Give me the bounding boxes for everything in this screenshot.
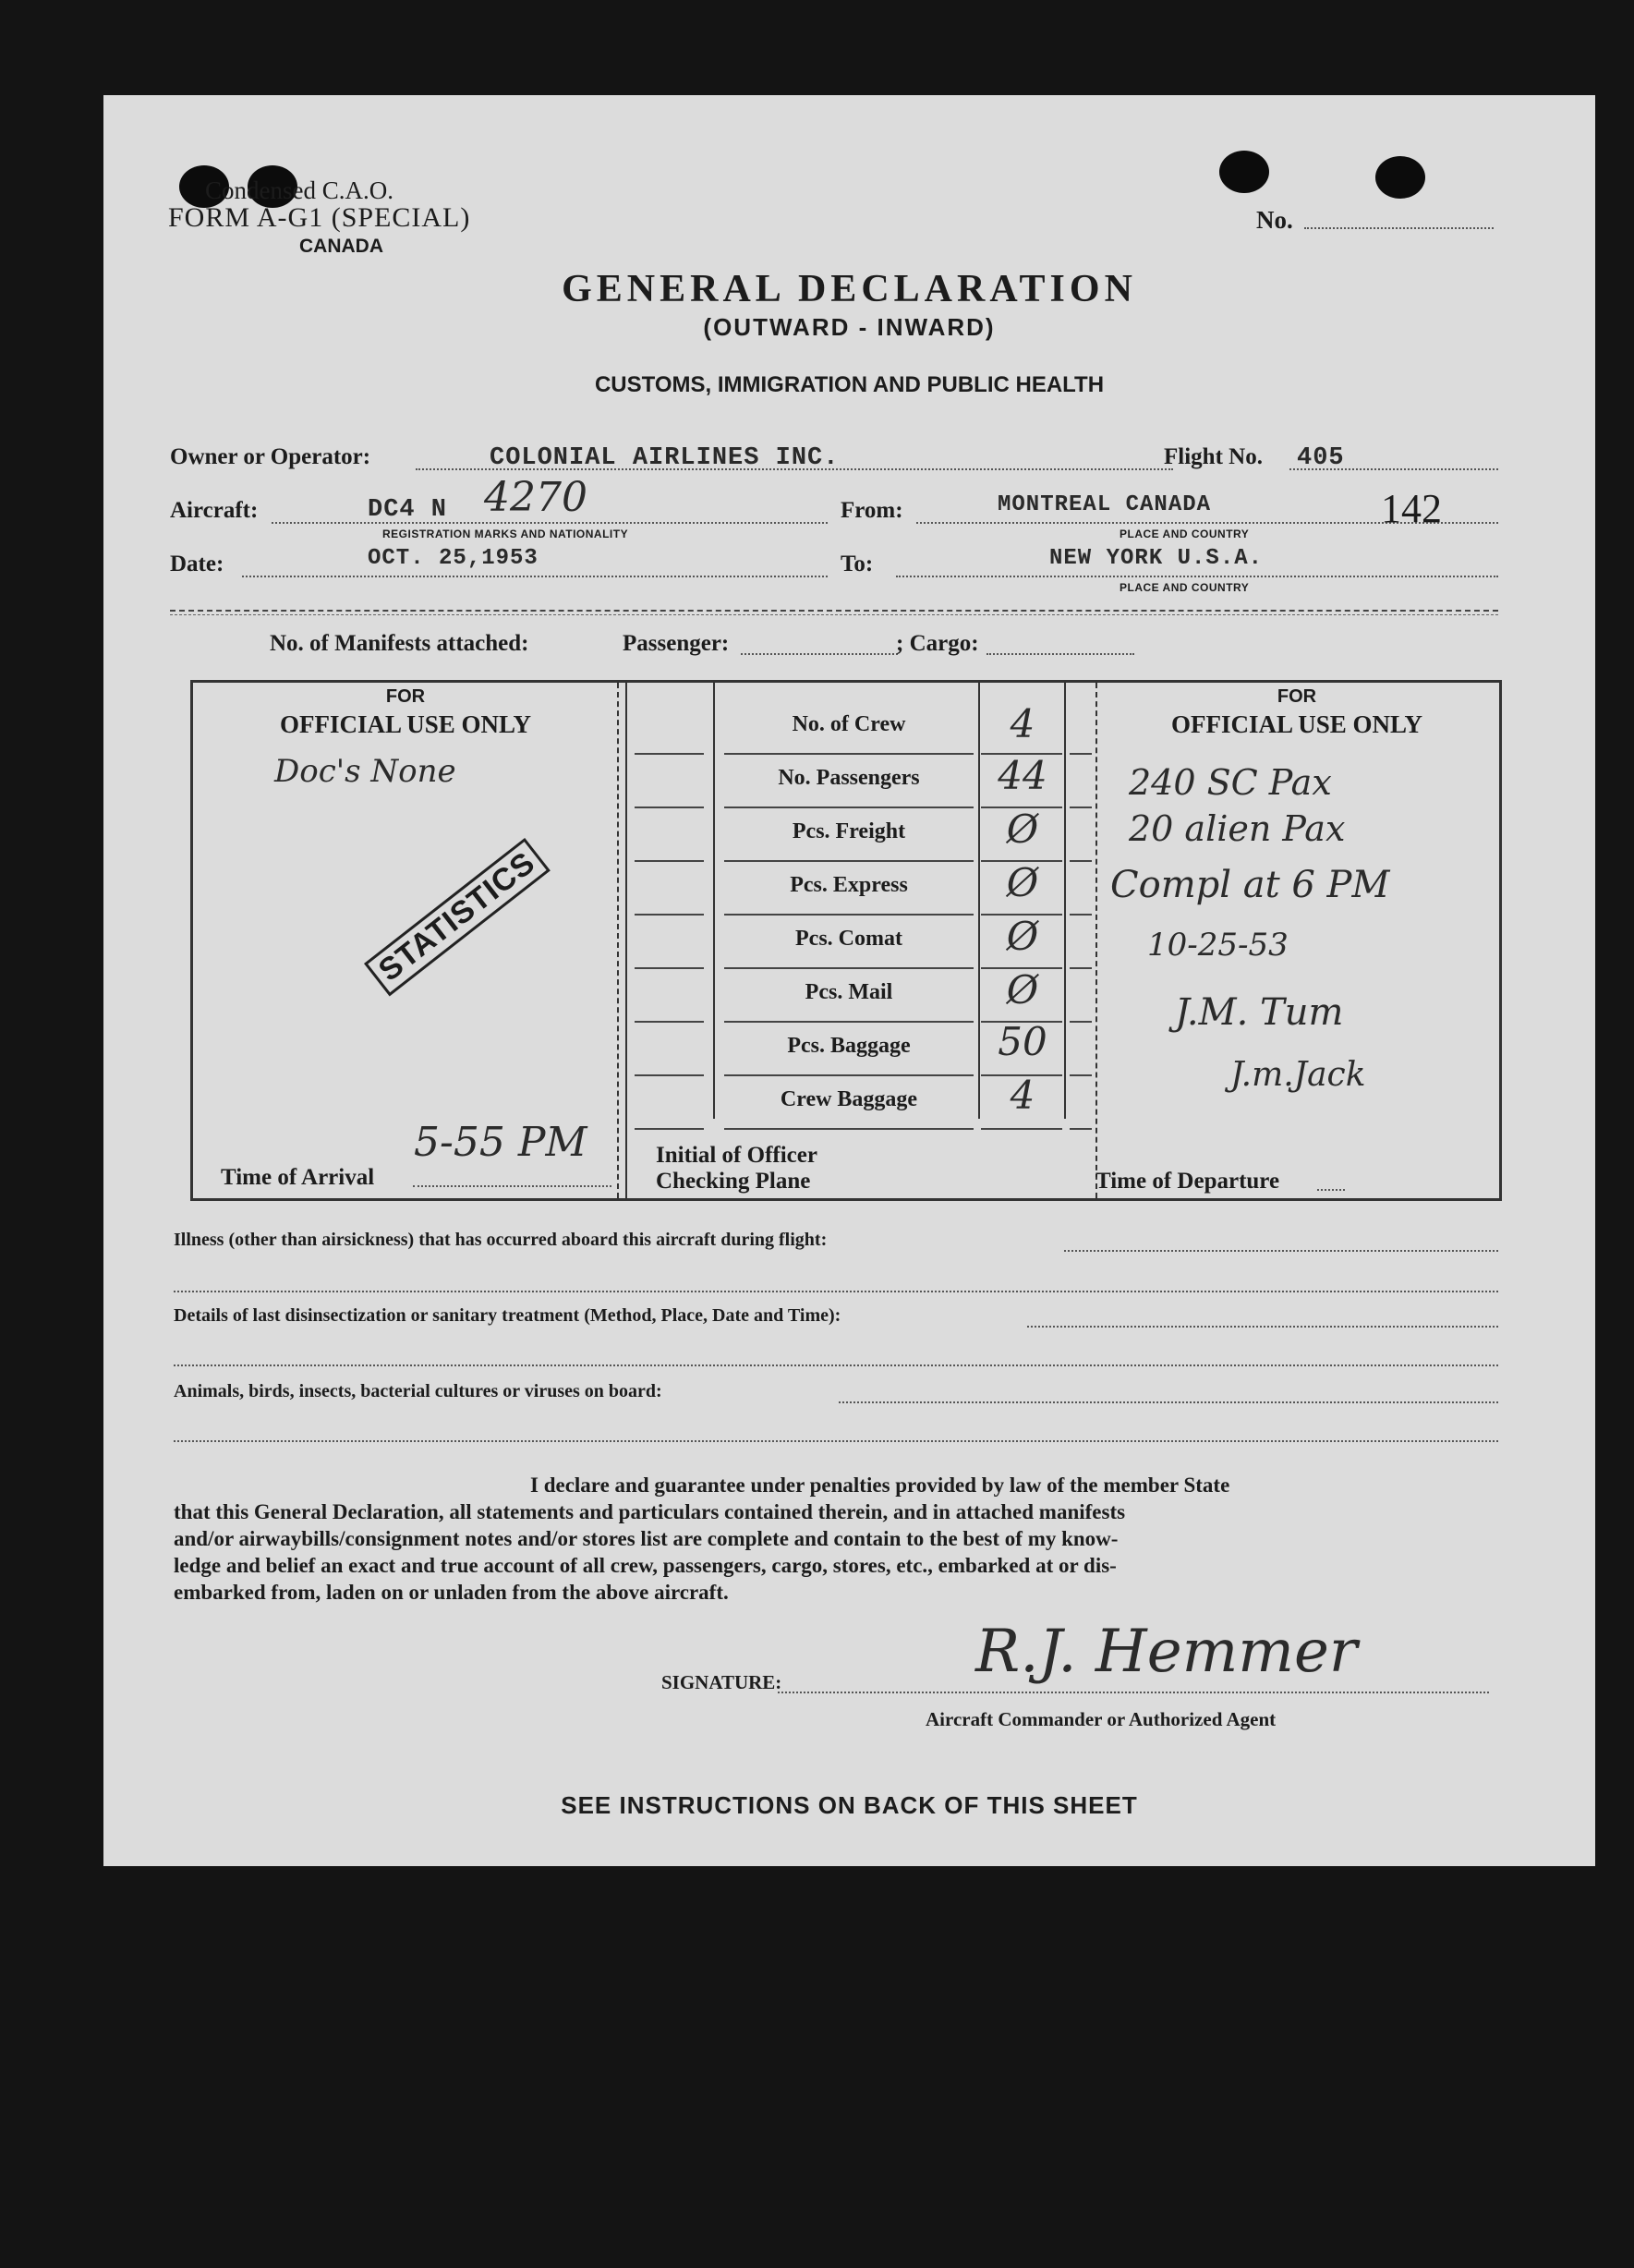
form-country: CANADA — [299, 236, 383, 257]
stat-row-value: 4 — [1010, 701, 1035, 746]
page-title: GENERAL DECLARATION — [562, 268, 1137, 310]
illness-field — [1064, 1250, 1498, 1252]
left-header-for: FOR — [385, 686, 426, 707]
table-row-rule — [981, 967, 1062, 969]
stat-row-label: Pcs. Freight — [792, 819, 906, 843]
to-place-caption: PLACE AND COUNTRY — [1120, 581, 1250, 594]
officer-label-1: Initial of Officer — [656, 1143, 817, 1168]
to-value: NEW YORK U.S.A. — [1049, 546, 1264, 571]
table-row-rule — [724, 1128, 974, 1130]
right-note-2: 20 alien Pax — [1129, 808, 1346, 849]
table-row-rule — [724, 807, 974, 808]
departure-field — [1317, 1189, 1345, 1191]
right-note-4: 10-25-53 — [1147, 927, 1289, 964]
table-row-rule — [1070, 967, 1092, 969]
disinsectization-field-line-2 — [174, 1364, 1498, 1366]
signature-label: SIGNATURE: — [661, 1671, 782, 1693]
stat-row-value: Ø — [1006, 807, 1039, 852]
table-row-rule — [724, 967, 974, 969]
passenger-field — [741, 653, 898, 655]
aircraft-value-handwritten: 4270 — [484, 474, 587, 521]
table-row-rule — [724, 1074, 974, 1076]
illness-question: Illness (other than airsickness) that has occurred aboard this aircraft during flight: — [174, 1230, 828, 1250]
stat-row-label: Pcs. Baggage — [787, 1034, 911, 1058]
table-row-rule — [1070, 807, 1092, 808]
table-row-rule — [635, 914, 704, 916]
left-header: OFFICIAL USE ONLY — [279, 710, 532, 738]
stat-row-value: Ø — [1006, 914, 1039, 959]
stat-row-label: Pcs. Comat — [795, 927, 902, 951]
from-place-caption: PLACE AND COUNTRY — [1120, 528, 1250, 540]
right-note-6: J.m.Jack — [1230, 1056, 1366, 1094]
right-header-for: FOR — [1277, 686, 1317, 707]
disinsectization-field — [1027, 1326, 1498, 1328]
signature-caption: Aircraft Commander or Authorized Agent — [926, 1708, 1277, 1730]
officer-label-2: Checking Plane — [656, 1169, 811, 1194]
stat-row-value: 50 — [998, 1019, 1047, 1064]
cargo-label: ; Cargo: — [896, 631, 979, 656]
stat-row-label: Pcs. Mail — [805, 980, 893, 1004]
to-label: To: — [841, 552, 874, 576]
aircraft-field — [272, 522, 828, 524]
stat-row-label: Crew Baggage — [780, 1087, 918, 1111]
statistics-stamp: STATISTICS — [364, 838, 551, 997]
table-row-rule — [981, 1074, 1062, 1076]
table-divider-right — [1095, 683, 1097, 1198]
table-row-rule — [635, 860, 704, 862]
sheet-number: 142 — [1381, 486, 1442, 531]
table-divider-value-left — [978, 683, 980, 1119]
header-rule — [170, 610, 1498, 612]
declaration-line-4: ledge and belief an exact and true account of all crew, passengers, cargo, stores, etc., embarked at or dis- — [174, 1554, 1117, 1577]
table-row-rule — [724, 753, 974, 755]
date-value: OCT. 25,1953 — [368, 546, 539, 571]
left-note: Doc's None — [274, 753, 456, 790]
illness-field-line-2 — [174, 1291, 1498, 1292]
table-row-rule — [635, 1021, 704, 1023]
manifests-label: No. of Manifests attached: — [270, 631, 529, 656]
table-divider-left — [625, 683, 627, 1198]
table-row-rule — [635, 967, 704, 969]
passenger-label: Passenger: — [623, 631, 730, 656]
date-label: Date: — [170, 552, 224, 576]
table-row-rule — [1070, 1021, 1092, 1023]
animals-question: Animals, birds, insects, bacterial cultures or viruses on board: — [174, 1381, 662, 1401]
declaration-line-1: I declare and guarantee under penalties provided by law of the member State — [530, 1474, 1230, 1497]
cargo-field — [986, 653, 1134, 655]
table-row-rule — [724, 860, 974, 862]
table-row-rule — [635, 1074, 704, 1076]
table-row-rule — [981, 1021, 1062, 1023]
stat-row-value: Ø — [1006, 967, 1039, 1013]
departure-label: Time of Departure — [1095, 1169, 1280, 1194]
form-number: FORM A-G1 (SPECIAL) — [168, 202, 471, 233]
table-row-rule — [724, 1021, 974, 1023]
to-field — [896, 576, 1498, 577]
arrival-value: 5-55 PM — [414, 1119, 587, 1166]
aircraft-label: Aircraft: — [170, 498, 259, 523]
table-row-rule — [981, 807, 1062, 808]
stat-row-label: Pcs. Express — [790, 873, 908, 897]
number-field — [1304, 227, 1494, 229]
signature-value: R.J. Hemmer — [975, 1618, 1358, 1686]
punch-hole-right-2 — [1375, 156, 1425, 199]
declaration-line-3: and/or airwaybills/consignment notes and/or stores list are complete and contain to the best of my know- — [174, 1527, 1119, 1550]
declaration-line-5: embarked from, laden on or unladen from the above aircraft. — [174, 1581, 729, 1604]
date-field — [242, 576, 828, 577]
table-row-rule — [635, 1128, 704, 1130]
owner-label: Owner or Operator: — [170, 444, 371, 469]
table-row-rule — [981, 753, 1062, 755]
page-subtitle: (OUTWARD - INWARD) — [703, 313, 996, 341]
table-row-rule — [635, 753, 704, 755]
animals-field — [839, 1401, 1498, 1403]
aircraft-value-typed: DC4 N — [368, 496, 448, 524]
condensed-label: Condensed C.A.O. — [205, 176, 393, 204]
arrival-label: Time of Arrival — [221, 1165, 375, 1190]
table-row-rule — [981, 1128, 1062, 1130]
stat-row-value: 44 — [998, 753, 1047, 798]
table-row-rule — [635, 807, 704, 808]
disinsectization-question: Details of last disinsectization or sanitary treatment (Method, Place, Date and Time): — [174, 1305, 841, 1326]
number-label: No. — [1256, 206, 1293, 234]
stat-row-value: Ø — [1006, 860, 1039, 905]
stat-row-label: No. of Crew — [792, 712, 906, 736]
stat-row-value: 4 — [1010, 1073, 1035, 1118]
table-row-rule — [1070, 914, 1092, 916]
table-divider-inner-left — [617, 683, 619, 1198]
signature-field — [778, 1692, 1489, 1693]
table-row-rule — [1070, 1074, 1092, 1076]
flight-value: 405 — [1297, 444, 1345, 472]
animals-field-line-2 — [174, 1440, 1498, 1442]
registration-caption: REGISTRATION MARKS AND NATIONALITY — [382, 528, 629, 540]
table-row-rule — [981, 914, 1062, 916]
stat-row-label: No. Passengers — [778, 766, 920, 790]
table-row-rule — [1070, 860, 1092, 862]
right-note-5: J.M. Tum — [1175, 991, 1344, 1034]
document-page — [103, 95, 1595, 1866]
punch-hole-right — [1219, 151, 1269, 193]
right-note-1: 240 SC Pax — [1129, 762, 1332, 803]
arrival-field — [413, 1185, 611, 1187]
table-row-rule — [1070, 753, 1092, 755]
sub-heading: CUSTOMS, IMMIGRATION AND PUBLIC HEALTH — [594, 372, 1105, 397]
right-header: OFFICIAL USE ONLY — [1170, 710, 1423, 738]
from-value: MONTREAL CANADA — [998, 492, 1212, 517]
table-row-rule — [981, 860, 1062, 862]
declaration-line-2: that this General Declaration, all statements and particulars contained therein, and in attached manifests — [174, 1500, 1126, 1523]
from-label: From: — [841, 498, 903, 523]
table-row-rule — [1070, 1128, 1092, 1130]
table-divider-value-right — [1064, 683, 1066, 1119]
table-row-rule — [724, 914, 974, 916]
table-divider-dash — [713, 683, 715, 1119]
flight-label: Flight No. — [1164, 444, 1263, 469]
right-note-3: Compl at 6 PM — [1110, 864, 1390, 906]
owner-value: COLONIAL AIRLINES INC. — [490, 444, 840, 472]
header-rule-2 — [170, 614, 1498, 615]
footer-instructions: SEE INSTRUCTIONS ON BACK OF THIS SHEET — [561, 1791, 1138, 1819]
